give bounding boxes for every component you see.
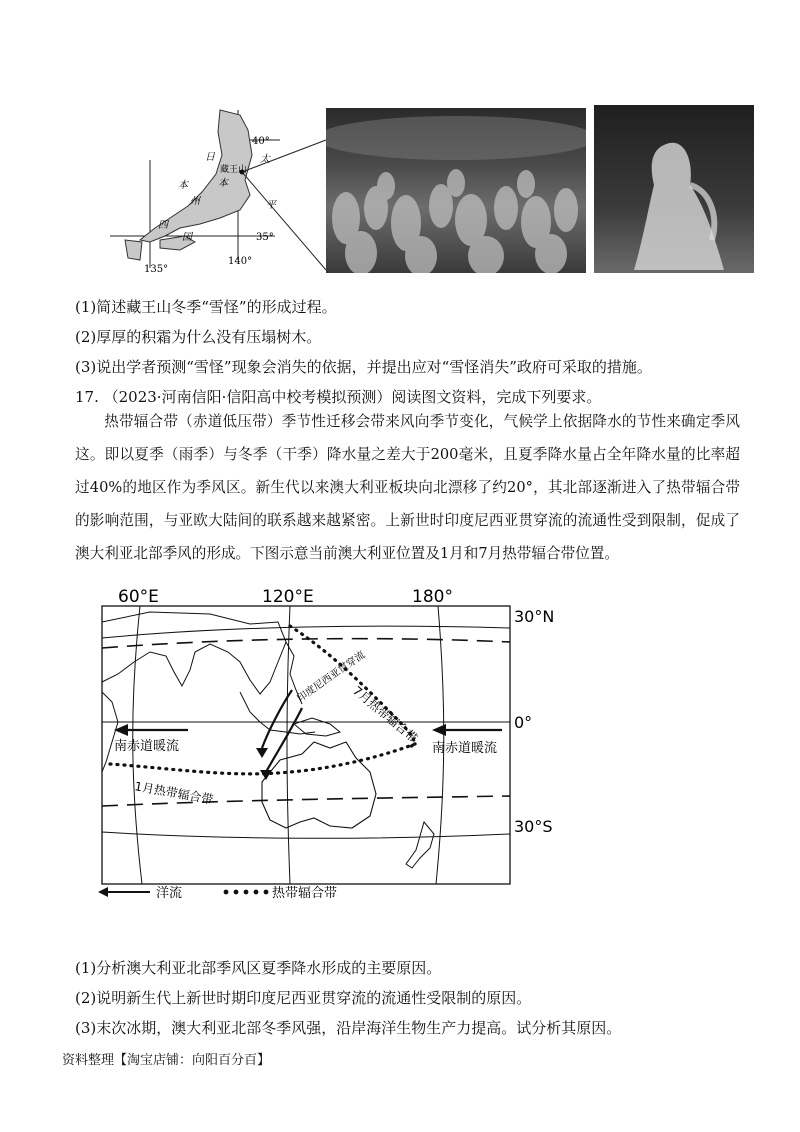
snow-monster-forest-illustration	[326, 108, 586, 273]
ocean-label-tai: 太	[260, 154, 270, 165]
question-17-text: 热带辐合带（赤道低压带）季节性迁移会带来风向季节变化，气候学上依据降水的节性来确定季风这。即以夏季（雨季）与冬季（干季）降水量之差大于200毫米，且夏季降水量占全年降水量的比率超过40%的地区作为季风区。新生代以来澳大利亚板块向北漂移了约20°，其北部逐渐进入了热带辐合带的影响范围，与亚欧大陆间的联系越来越紧密。上新世时印度尼西亚贯穿流的流通性受到限制，促成了澳大利亚北部季风的形成。下图示意当前澳大利亚位置及1月和7月热带辐合带位置。	[75, 413, 740, 562]
july-itcz-label: 7月热带辐合带	[350, 683, 421, 746]
lat-30n-label: 30°N	[514, 607, 555, 626]
single-snow-monster-photo	[594, 105, 754, 273]
figure-australia-itcz-map	[90, 582, 570, 902]
australia-outline	[262, 742, 376, 828]
south-equatorial-current-right-label: 南赤道暖流	[432, 741, 498, 756]
lat-40-label: 40°	[252, 136, 270, 147]
question-17-header: 17. （2023·河南信阳·信阳高中校考模拟预测）阅读图文资料，完成下列要求。	[75, 388, 602, 406]
lon-60e-label: 60°E	[118, 587, 159, 607]
lon-180-label: 180°	[412, 587, 453, 607]
question-17-2: (2)说明新生代上新世时期印度尼西亚贯穿流的流通性受限制的原因。	[75, 989, 532, 1007]
legend-itcz-dots	[224, 890, 269, 895]
lon-135-label: 135°	[144, 264, 169, 275]
question-17-paragraph	[75, 405, 740, 570]
single-snow-monster-illustration	[594, 105, 754, 273]
ocean-label-ping: 平	[266, 200, 276, 211]
zao-label: 藏王山	[220, 165, 248, 175]
question-16-2: (2)厚厚的积霜为什么没有压塌树木。	[75, 328, 322, 346]
footer-source: 资料整理【淘宝店铺：向阳百分百】	[62, 1053, 271, 1068]
lat-30s-label: 30°S	[514, 817, 553, 836]
island-label-zhou: 州	[190, 196, 200, 207]
indonesian-throughflow-label: 印度尼西亚贯穿流	[295, 649, 368, 705]
question-17-3: (3)末次冰期，澳大利亚北部冬季风强，沿岸海洋生物生产力提高。试分析其原因。	[75, 1019, 622, 1037]
legend-current-label: 洋流	[156, 886, 183, 901]
south-equatorial-current-left-label: 南赤道暖流	[114, 739, 180, 754]
question-16-3: (3)说出学者预测“雪怪”现象会消失的依据，并提出应对“雪怪消失”政府可采取的措施。	[75, 358, 652, 376]
sea-label-ben: 本	[218, 178, 228, 189]
island-label-si: 四	[158, 220, 168, 231]
january-itcz-label: 1月热带辐合带	[133, 779, 215, 807]
snow-monster-forest-photo	[326, 108, 586, 273]
lon-120e-label: 120°E	[262, 587, 314, 607]
lon-140-label: 140°	[228, 256, 253, 267]
island-label-guo: 国	[182, 232, 192, 243]
lat-0-label: 0°	[514, 713, 533, 732]
question-16-1: (1)简述藏王山冬季“雪怪”的形成过程。	[75, 298, 337, 316]
lat-35-label: 35°	[256, 232, 274, 243]
itcz-map	[90, 582, 570, 902]
figure-japan-snow-monsters	[70, 100, 760, 275]
legend-itcz-label: 热带辐合带	[272, 886, 338, 901]
question-17-1: (1)分析澳大利亚北部季风区夏季降水形成的主要原因。	[75, 959, 442, 977]
sea-label-ri: 日	[205, 152, 215, 163]
island-label-ben: 本	[178, 180, 188, 191]
